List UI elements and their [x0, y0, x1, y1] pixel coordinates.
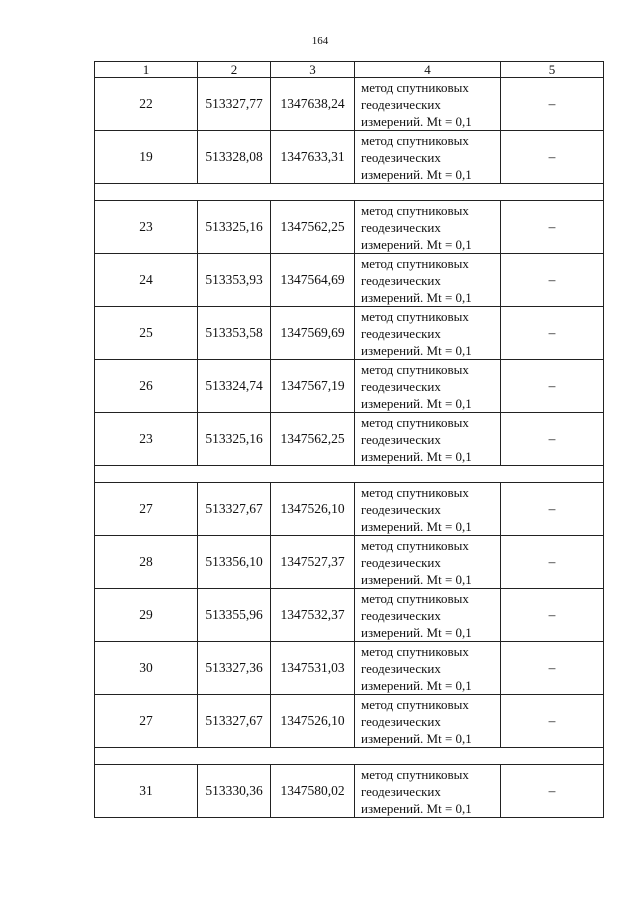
- method-line: метод спутниковых: [361, 766, 469, 782]
- method-line: измерений. Mt = 0,1: [361, 342, 472, 358]
- method-line: измерений. Mt = 0,1: [361, 113, 472, 129]
- y-coordinate-cell: 1347633,31: [271, 131, 355, 184]
- note-cell: –: [501, 307, 604, 360]
- table-row: [95, 254, 604, 307]
- table-row: [95, 765, 604, 818]
- table-row: [95, 483, 604, 536]
- method-line: геодезических: [361, 96, 441, 112]
- method-cell: [355, 201, 501, 254]
- y-coordinate-cell: 1347562,25: [271, 413, 355, 466]
- note-cell: –: [501, 413, 604, 466]
- note-cell: –: [501, 483, 604, 536]
- method-line: метод спутниковых: [361, 643, 469, 659]
- method-line: измерений. Mt = 0,1: [361, 730, 472, 746]
- point-number-cell: 19: [95, 131, 198, 184]
- method-line: геодезических: [361, 431, 441, 447]
- x-coordinate-cell: 513355,96: [198, 589, 271, 642]
- table-row: [95, 642, 604, 695]
- point-number-cell: 29: [95, 589, 198, 642]
- note-cell: –: [501, 131, 604, 184]
- method-line: геодезических: [361, 554, 441, 570]
- method-line: метод спутниковых: [361, 414, 469, 430]
- method-line: измерений. Mt = 0,1: [361, 571, 472, 587]
- note-cell: –: [501, 695, 604, 748]
- method-cell: [355, 695, 501, 748]
- group-separator-row: [95, 748, 604, 765]
- note-cell: –: [501, 536, 604, 589]
- point-number-cell: 24: [95, 254, 198, 307]
- method-cell: [355, 765, 501, 818]
- table-body: [95, 78, 604, 818]
- y-coordinate-cell: 1347526,10: [271, 695, 355, 748]
- group-separator-cell: [95, 184, 604, 201]
- x-coordinate-cell: 513353,93: [198, 254, 271, 307]
- method-line: метод спутниковых: [361, 537, 469, 553]
- point-number-cell: 22: [95, 78, 198, 131]
- method-line: геодезических: [361, 378, 441, 394]
- group-separator-row: [95, 184, 604, 201]
- method-cell: [355, 483, 501, 536]
- method-line: измерений. Mt = 0,1: [361, 677, 472, 693]
- y-coordinate-cell: 1347580,02: [271, 765, 355, 818]
- y-coordinate-cell: 1347569,69: [271, 307, 355, 360]
- table-row: [95, 360, 604, 413]
- table-header-row: [95, 62, 604, 78]
- y-coordinate-cell: 1347567,19: [271, 360, 355, 413]
- method-line: геодезических: [361, 219, 441, 235]
- method-line: метод спутниковых: [361, 79, 469, 95]
- y-coordinate-cell: 1347638,24: [271, 78, 355, 131]
- header-col-2: 2: [198, 62, 271, 78]
- x-coordinate-cell: 513330,36: [198, 765, 271, 818]
- table-row: [95, 201, 604, 254]
- method-line: метод спутниковых: [361, 484, 469, 500]
- x-coordinate-cell: 513327,67: [198, 483, 271, 536]
- method-cell: [355, 254, 501, 307]
- method-line: измерений. Mt = 0,1: [361, 448, 472, 464]
- y-coordinate-cell: 1347527,37: [271, 536, 355, 589]
- method-line: измерений. Mt = 0,1: [361, 624, 472, 640]
- note-cell: –: [501, 201, 604, 254]
- y-coordinate-cell: 1347532,37: [271, 589, 355, 642]
- coordinates-table: [94, 61, 604, 818]
- method-line: метод спутниковых: [361, 308, 469, 324]
- method-line: измерений. Mt = 0,1: [361, 166, 472, 182]
- method-line: измерений. Mt = 0,1: [361, 800, 472, 816]
- note-cell: –: [501, 642, 604, 695]
- point-number-cell: 27: [95, 695, 198, 748]
- method-cell: [355, 413, 501, 466]
- x-coordinate-cell: 513325,16: [198, 201, 271, 254]
- method-line: измерений. Mt = 0,1: [361, 289, 472, 305]
- method-line: метод спутниковых: [361, 132, 469, 148]
- x-coordinate-cell: 513328,08: [198, 131, 271, 184]
- method-cell: [355, 78, 501, 131]
- y-coordinate-cell: 1347531,03: [271, 642, 355, 695]
- y-coordinate-cell: 1347526,10: [271, 483, 355, 536]
- note-cell: –: [501, 360, 604, 413]
- point-number-cell: 28: [95, 536, 198, 589]
- point-number-cell: 25: [95, 307, 198, 360]
- method-line: геодезических: [361, 272, 441, 288]
- point-number-cell: 23: [95, 413, 198, 466]
- point-number-cell: 27: [95, 483, 198, 536]
- method-cell: [355, 360, 501, 413]
- note-cell: –: [501, 78, 604, 131]
- method-line: измерений. Mt = 0,1: [361, 236, 472, 252]
- point-number-cell: 31: [95, 765, 198, 818]
- table-row: [95, 78, 604, 131]
- table-row: [95, 413, 604, 466]
- header-col-5: 5: [501, 62, 604, 78]
- x-coordinate-cell: 513327,36: [198, 642, 271, 695]
- method-line: измерений. Mt = 0,1: [361, 518, 472, 534]
- header-col-3: 3: [271, 62, 355, 78]
- method-line: геодезических: [361, 660, 441, 676]
- method-cell: [355, 131, 501, 184]
- method-line: геодезических: [361, 325, 441, 341]
- method-line: геодезических: [361, 501, 441, 517]
- x-coordinate-cell: 513327,67: [198, 695, 271, 748]
- x-coordinate-cell: 513325,16: [198, 413, 271, 466]
- point-number-cell: 26: [95, 360, 198, 413]
- method-line: метод спутниковых: [361, 255, 469, 271]
- method-line: измерений. Mt = 0,1: [361, 395, 472, 411]
- method-line: геодезических: [361, 713, 441, 729]
- header-col-4: 4: [355, 62, 501, 78]
- x-coordinate-cell: 513324,74: [198, 360, 271, 413]
- note-cell: –: [501, 765, 604, 818]
- note-cell: –: [501, 254, 604, 307]
- note-cell: –: [501, 589, 604, 642]
- method-line: метод спутниковых: [361, 202, 469, 218]
- method-line: геодезических: [361, 149, 441, 165]
- method-cell: [355, 589, 501, 642]
- table-row: [95, 131, 604, 184]
- table-row: [95, 536, 604, 589]
- page-number: 164: [311, 35, 329, 47]
- method-cell: [355, 536, 501, 589]
- y-coordinate-cell: 1347564,69: [271, 254, 355, 307]
- method-cell: [355, 642, 501, 695]
- method-line: метод спутниковых: [361, 361, 469, 377]
- table-row: [95, 589, 604, 642]
- point-number-cell: 30: [95, 642, 198, 695]
- group-separator-cell: [95, 466, 604, 483]
- group-separator-cell: [95, 748, 604, 765]
- table-row: [95, 307, 604, 360]
- method-line: метод спутниковых: [361, 590, 469, 606]
- method-cell: [355, 307, 501, 360]
- x-coordinate-cell: 513353,58: [198, 307, 271, 360]
- method-line: геодезических: [361, 783, 441, 799]
- method-line: геодезических: [361, 607, 441, 623]
- method-line: метод спутниковых: [361, 696, 469, 712]
- header-col-1: 1: [95, 62, 198, 78]
- group-separator-row: [95, 466, 604, 483]
- table-row: [95, 695, 604, 748]
- point-number-cell: 23: [95, 201, 198, 254]
- x-coordinate-cell: 513356,10: [198, 536, 271, 589]
- x-coordinate-cell: 513327,77: [198, 78, 271, 131]
- y-coordinate-cell: 1347562,25: [271, 201, 355, 254]
